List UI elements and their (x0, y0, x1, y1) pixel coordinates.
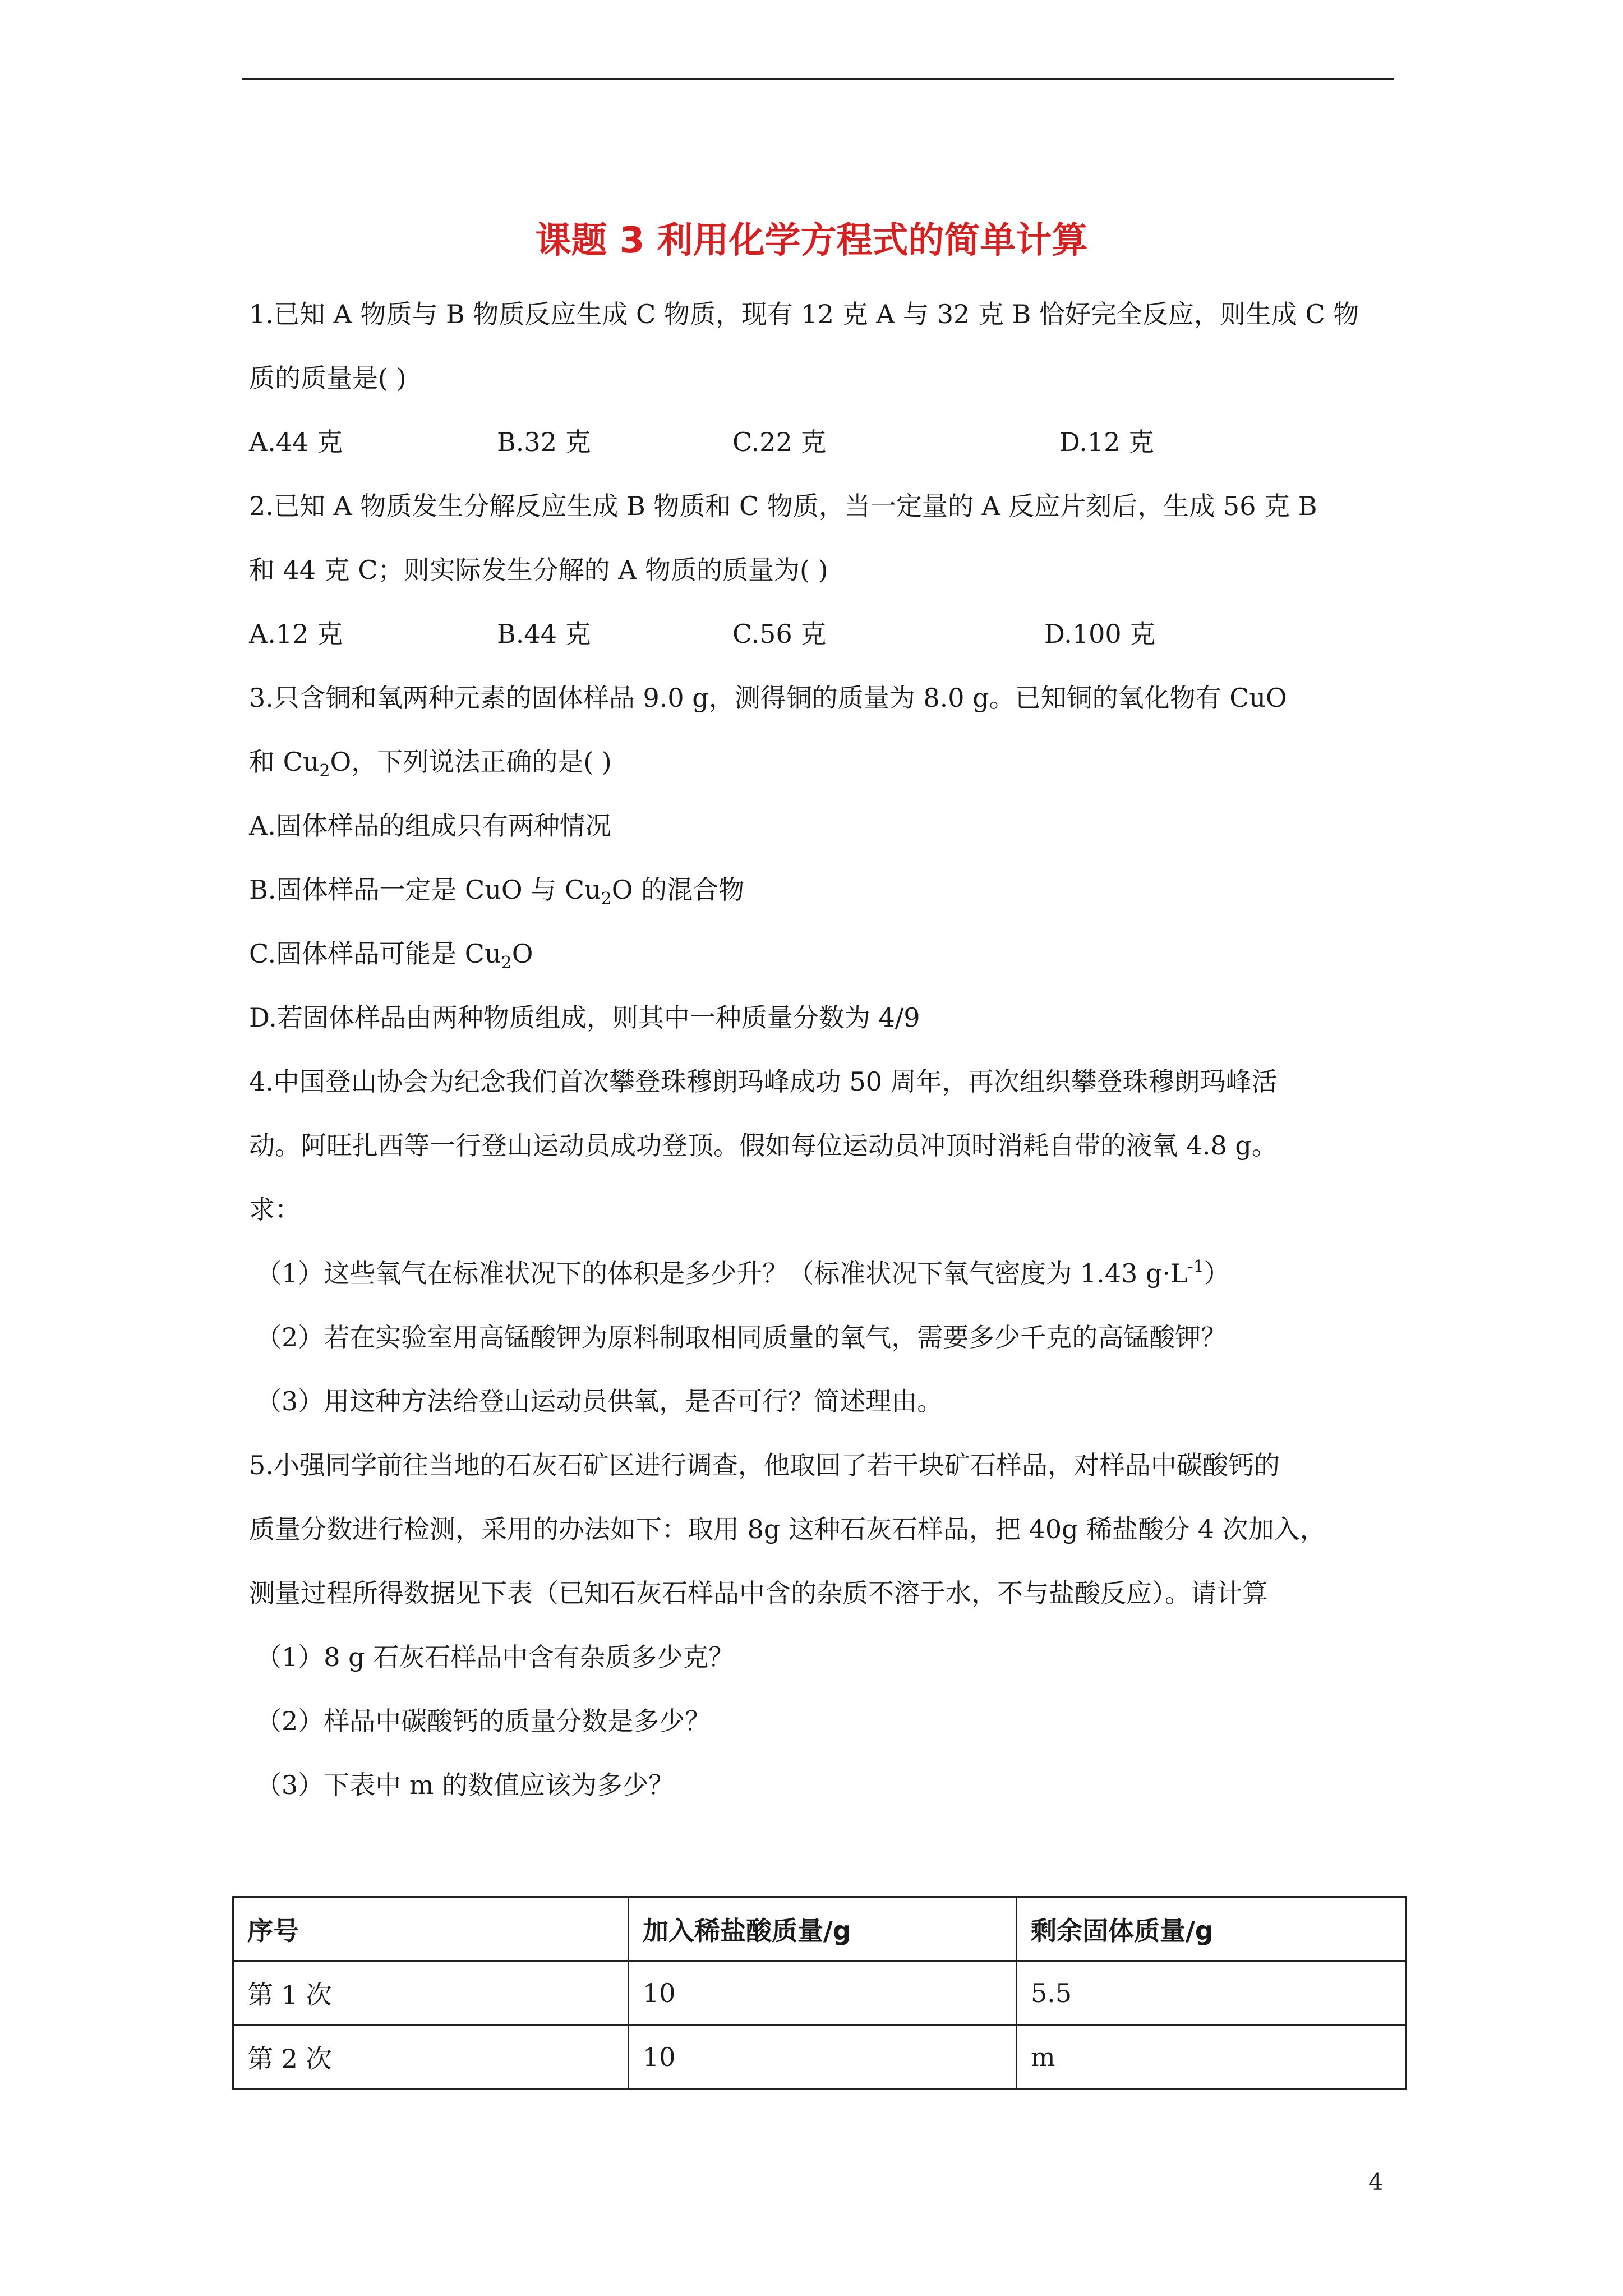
q4-subquestion-3: （3）用这种方法给登山运动员供氧，是否可行？简述理由。 (256, 1386, 943, 1416)
q1-stem-line2: 质的质量是( ) (249, 363, 407, 393)
page-number: 4 (1368, 2168, 1384, 2196)
q1-option-a: A.44 克 (249, 427, 343, 457)
q3-stem-line2: 和 $Cu_2O$，下列说法正确的是( ) (249, 747, 612, 781)
q2-option-a: A.12 克 (249, 619, 343, 649)
q5-subquestion-3: （3）下表中 m 的数值应该为多少？ (256, 1770, 675, 1800)
q1-stem-line1: 1.已知 A 物质与 B 物质反应生成 C 物质，现有 12 克 A 与 32 克 B 恰好完全反应，则生成 C 物 (249, 299, 1359, 329)
q5-stem-line2: 质量分数进行检测，采用的办法如下：取用 8g 这种石灰石样品，把 40g 稀盐酸分 4 次加入， (249, 1514, 1326, 1544)
table-row (233, 1961, 1407, 2025)
header-rule (242, 78, 1394, 80)
table-cell: 10 (629, 2025, 1017, 2089)
q3-option-a: A.固体样品的组成只有两种情况 (249, 811, 611, 841)
q1-option-c: C.22 克 (732, 427, 827, 457)
q4-stem-line3: 求： (249, 1194, 301, 1225)
data-table (232, 1896, 1407, 2090)
table-header-cell: 剩余固体质量/g (1017, 1897, 1407, 1961)
q2-stem-line1: 2.已知 A 物质发生分解反应生成 B 物质和 C 物质，当一定量的 A 反应片刻后，生成 56 克 B (249, 491, 1317, 521)
table-cell: 第 2 次 (233, 2025, 629, 2089)
q5-stem-line1: 5.小强同学前往当地的石灰石矿区进行调查，他取回了若干块矿石样品，对样品中碳酸钙的 (249, 1450, 1280, 1480)
q4-subquestion-1: （1）这些氧气在标准状况下的体积是多少升？（标准状况下氧气密度为 1.43 $g\cdot L^{-1}$） (256, 1257, 1230, 1289)
q3-option-d: D.若固体样品由两种物质组成，则其中一种质量分数为 4/9 (249, 1002, 920, 1033)
table-header-cell: 加入稀盐酸质量/g (629, 1897, 1017, 1961)
q1-option-b: B.32 克 (497, 427, 591, 457)
q3-option-c: C.固体样品可能是 $Cu_2O$ (249, 938, 533, 973)
q2-stem-line2: 和 44 克 C；则实际发生分解的 A 物质的质量为( ) (249, 555, 828, 585)
q2-option-b: B.44 克 (497, 619, 591, 649)
table-cell: 5.5 (1017, 1961, 1407, 2025)
q2-option-d: D.100 克 (1044, 619, 1156, 649)
table-header-cell: 序号 (233, 1897, 629, 1961)
q5-subquestion-1: （1）8 g 石灰石样品中含有杂质多少克？ (256, 1642, 735, 1672)
q5-subquestion-2: （2）样品中碳酸钙的质量分数是多少？ (256, 1706, 711, 1736)
q1-option-d: D.12 克 (1059, 427, 1155, 457)
q4-subquestion-2: （2）若在实验室用高锰酸钾为原料制取相同质量的氧气，需要多少千克的高锰酸钾？ (256, 1322, 1227, 1352)
table-cell: 第 1 次 (233, 1961, 629, 2025)
q3-stem-line1: 3.只含铜和氧两种元素的固体样品 9.0 g，测得铜的质量为 8.0 g。已知铜的氧化物有 CuO (249, 683, 1287, 713)
table-row (233, 2025, 1407, 2089)
table-header-row (233, 1897, 1407, 1961)
q3-option-b: B.固体样品一定是 CuO 与 $Cu_2O$ 的混合物 (249, 875, 745, 909)
page-title: 课题 3 利用化学方程式的简单计算 (535, 220, 1088, 261)
q4-stem-line1: 4.中国登山协会为纪念我们首次攀登珠穆朗玛峰成功 50 周年，再次组织攀登珠穆朗玛峰活 (249, 1066, 1278, 1097)
q5-stem-line3: 测量过程所得数据见下表（已知石灰石样品中含的杂质不溶于水，不与盐酸反应）。请计算 (249, 1578, 1268, 1608)
q4-stem-line2: 动。阿旺扎西等一行登山运动员成功登顶。假如每位运动员冲顶时消耗自带的液氧 4.8 g。 (249, 1130, 1278, 1161)
q2-option-c: C.56 克 (732, 619, 827, 649)
table-cell: m (1017, 2025, 1407, 2089)
table-cell: 10 (629, 1961, 1017, 2025)
